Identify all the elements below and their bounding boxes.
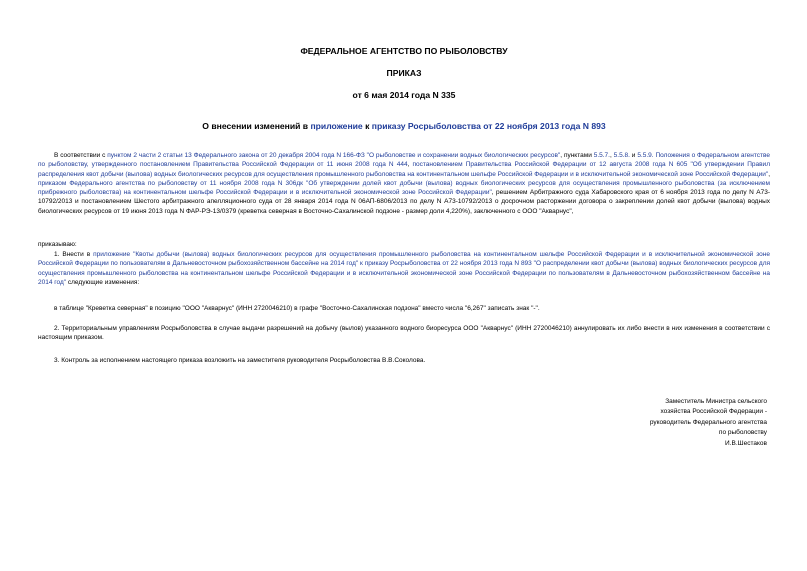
p1-text: , <box>609 152 614 159</box>
link-resolution-605[interactable]: постановлением Правительства Российской Федерации от 12 августа 2008 года N 605 "Об утверждении Правил распределения квот добычи (вылова) водных биологических ресурсов для осуществления промышленного рыболовства на континентальном шельфе Российской Федерации и в исключительной экономической зоне Российской Федерации" <box>38 161 770 178</box>
signature-block <box>567 397 767 449</box>
link-order-306dk[interactable]: приказом Федерального агентства по рыболовству от 11 ноября 2008 года N 306дк "Об утверждении долей квот добычи (вылова) водных биологических ресурсов для осуществления промышленного рыболовства (за исключением прибрежного рыболовства) на континентальном шельфе Российской Федерации и в исключительной экономической зоне Российской Федерации" <box>38 179 770 197</box>
paragraph-table-change: в таблице "Креветка северная" в позицию "ООО "Акварнус" (ИНН 2720046210) в графе "Восточно-Сахалинская подзона" вместо числа "6,267" записать знак "-". <box>54 305 540 312</box>
link-point-557[interactable]: 5.5.7. <box>593 152 610 159</box>
p1-text: , пунктами <box>560 152 594 159</box>
paragraph-order: приказываю: <box>38 241 77 248</box>
signature-line: руководитель Федерального агентства <box>649 418 767 426</box>
p1-text: , <box>768 170 770 178</box>
signature-line: по рыболовству <box>718 429 767 437</box>
paragraph-item-2: 2. Территориальным управлениям Росрыболовства в случае выдачи разрешений на добычу (вылов) указанного водного биоресурса ООО "Акварнус" (ИНН 2720046210) аннулировать их либо внести в них изменения в соответствии с настоящим приказом. <box>38 325 770 342</box>
link-regulation-444[interactable]: Положения о Федеральном агентстве по рыболовству, утвержденного постановлением Правительства Российской Федерации от 11 июня 2008 года N 444 <box>38 152 771 169</box>
signatory-name: И.В.Шестаков <box>725 439 767 447</box>
p1-text: и <box>629 152 638 159</box>
title-prefix: О внесении изменений в <box>202 121 311 131</box>
p1-text: , решением Арбитражного суда Хабаровского края от 6 ноября 2013 года по делу N А73-10792/2013 и постановлением Шестого арбитражного апелляционного суда от 28 января 2014 года N 06АП-6806/2013 по делу N А73-10792/2013 о досрочном расторжении договора о закреплении долей квот добычи (вылова) водных биологических ресурсов от 19 июня 2013 года N ФАР-РЭ-13/0379 (креветка северная в Восточно-Сахалинской подзоне - размер доли 4,220%), заключенного с ООО "Акварнус", <box>38 189 770 215</box>
doc-date-number: от 6 мая 2014 года N 335 <box>352 90 456 100</box>
title-mid: к <box>362 121 372 131</box>
title-link-appendix[interactable]: приложение <box>310 121 363 131</box>
page-title <box>38 121 770 131</box>
link-federal-law[interactable]: пунктом 2 части 2 статьи 13 Федерального закона от 20 декабря 2004 года N 166-ФЗ "О рыболовстве и сохранении водных биологических ресурсов" <box>107 152 561 159</box>
signature-line: Заместитель Министра сельского <box>665 398 767 405</box>
doc-type: ПРИКАЗ <box>386 68 422 78</box>
paragraph-item-1 <box>38 250 770 287</box>
paragraph-preamble <box>38 151 770 216</box>
link-appendix-quotas[interactable]: приложение "Квоты добычи (вылова) водных биологических ресурсов для осуществления промышленного рыболовства на континентальном шельфе Российской Федерации и в исключительной экономической зоне Российской Федерации по пользователям в Дальневосточном рыбохозяйственном бассейне на 2014 год" к приказу Росрыболовства от 22 ноября 2013 года N 893 "О распределении квот добычи (вылова) водных биологических ресурсов для осуществления промышленного рыболовства на континентальном шельфе Российской Федерации и в исключительной экономической зоне Российской Федерации по пользователям в Дальневосточном рыбохозяйственном бассейне на 2014 год" <box>38 251 770 286</box>
p3-text: следующие изменения: <box>66 278 140 286</box>
p1-text: В соответствии с <box>54 152 108 159</box>
link-point-558[interactable]: 5.5.8. <box>613 152 630 159</box>
signature-line: хозяйства Российской Федерации - <box>660 408 767 416</box>
paragraph-item-3: 3. Контроль за исполнением настоящего приказа возложить на заместителя руководителя Росрыболовства В.В.Соколова. <box>54 357 426 364</box>
agency-name: ФЕДЕРАЛЬНОЕ АГЕНТСТВО ПО РЫБОЛОВСТВУ <box>300 46 508 56</box>
link-point-559[interactable]: 5.5.9. <box>637 152 654 159</box>
p3-text: 1. Внести в <box>54 251 94 258</box>
title-link-order[interactable]: приказу Росрыболовства от 22 ноября 2013 года N 893 <box>371 121 606 131</box>
p1-text: , <box>407 161 413 169</box>
